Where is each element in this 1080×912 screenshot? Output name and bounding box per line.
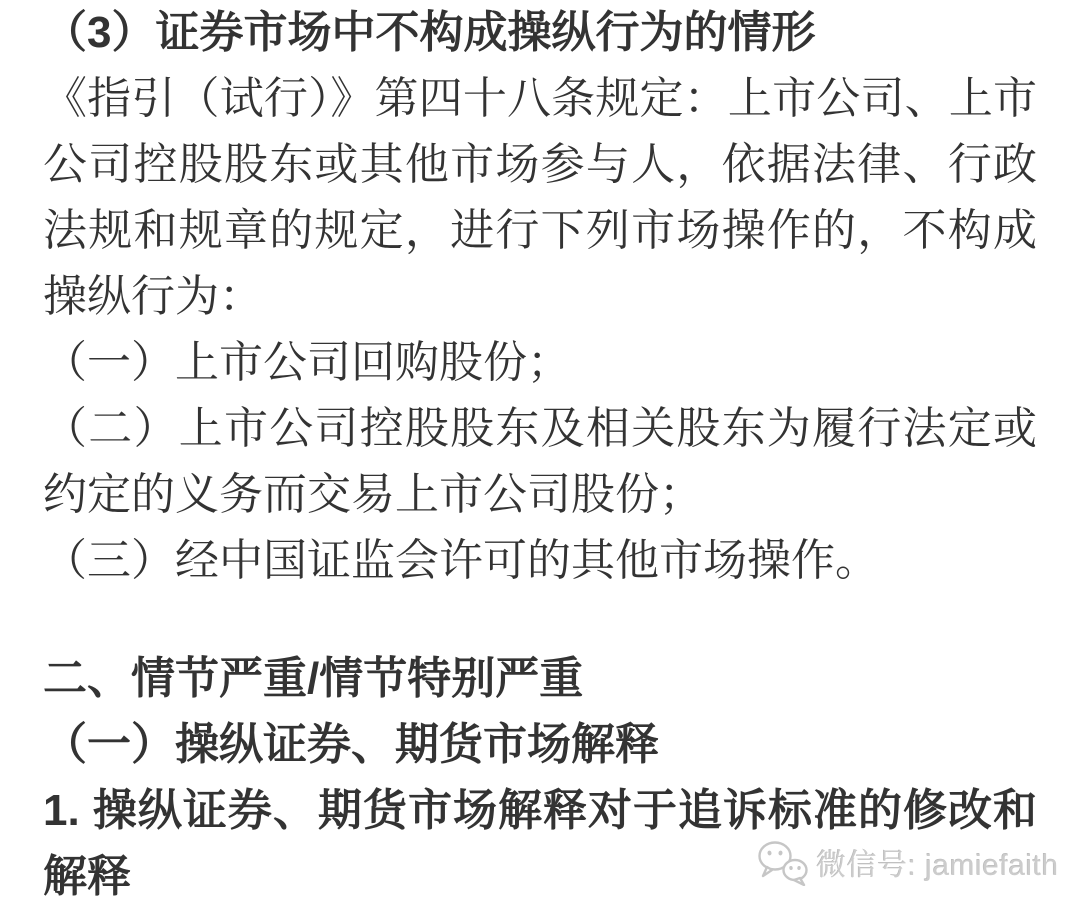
heading-paragraph: 1. 操纵证券、期货市场解释对于追诉标准的修改和解释 xyxy=(43,786,1037,901)
wechat-watermark xyxy=(756,838,1059,886)
body-paragraph: （二）上市公司控股股东及相关股东为履行法定或约定的义务而交易上市公司股份； xyxy=(43,404,1037,519)
watermark-text: 微信号: jamiefaith xyxy=(816,849,1059,882)
body-paragraph: （一）上市公司回购股份； xyxy=(43,338,571,387)
wechat-icon xyxy=(756,838,808,886)
heading-paragraph: （3）证券市场中不构成操纵行为的情形 xyxy=(43,8,816,57)
heading-paragraph: （一）操纵证券、期货市场解释 xyxy=(43,720,659,769)
heading-paragraph: 二、情节严重/情节特别严重 xyxy=(43,654,584,703)
body-paragraph: （三）经中国证监会许可的其他市场操作。 xyxy=(43,536,879,585)
body-paragraph: 《指引（试行）》第四十八条规定：上市公司、上市公司控股股东或其他市场参与人，依据法律、行政法规和规章的规定，进行下列市场操作的，不构成操纵行为： xyxy=(43,74,1037,321)
